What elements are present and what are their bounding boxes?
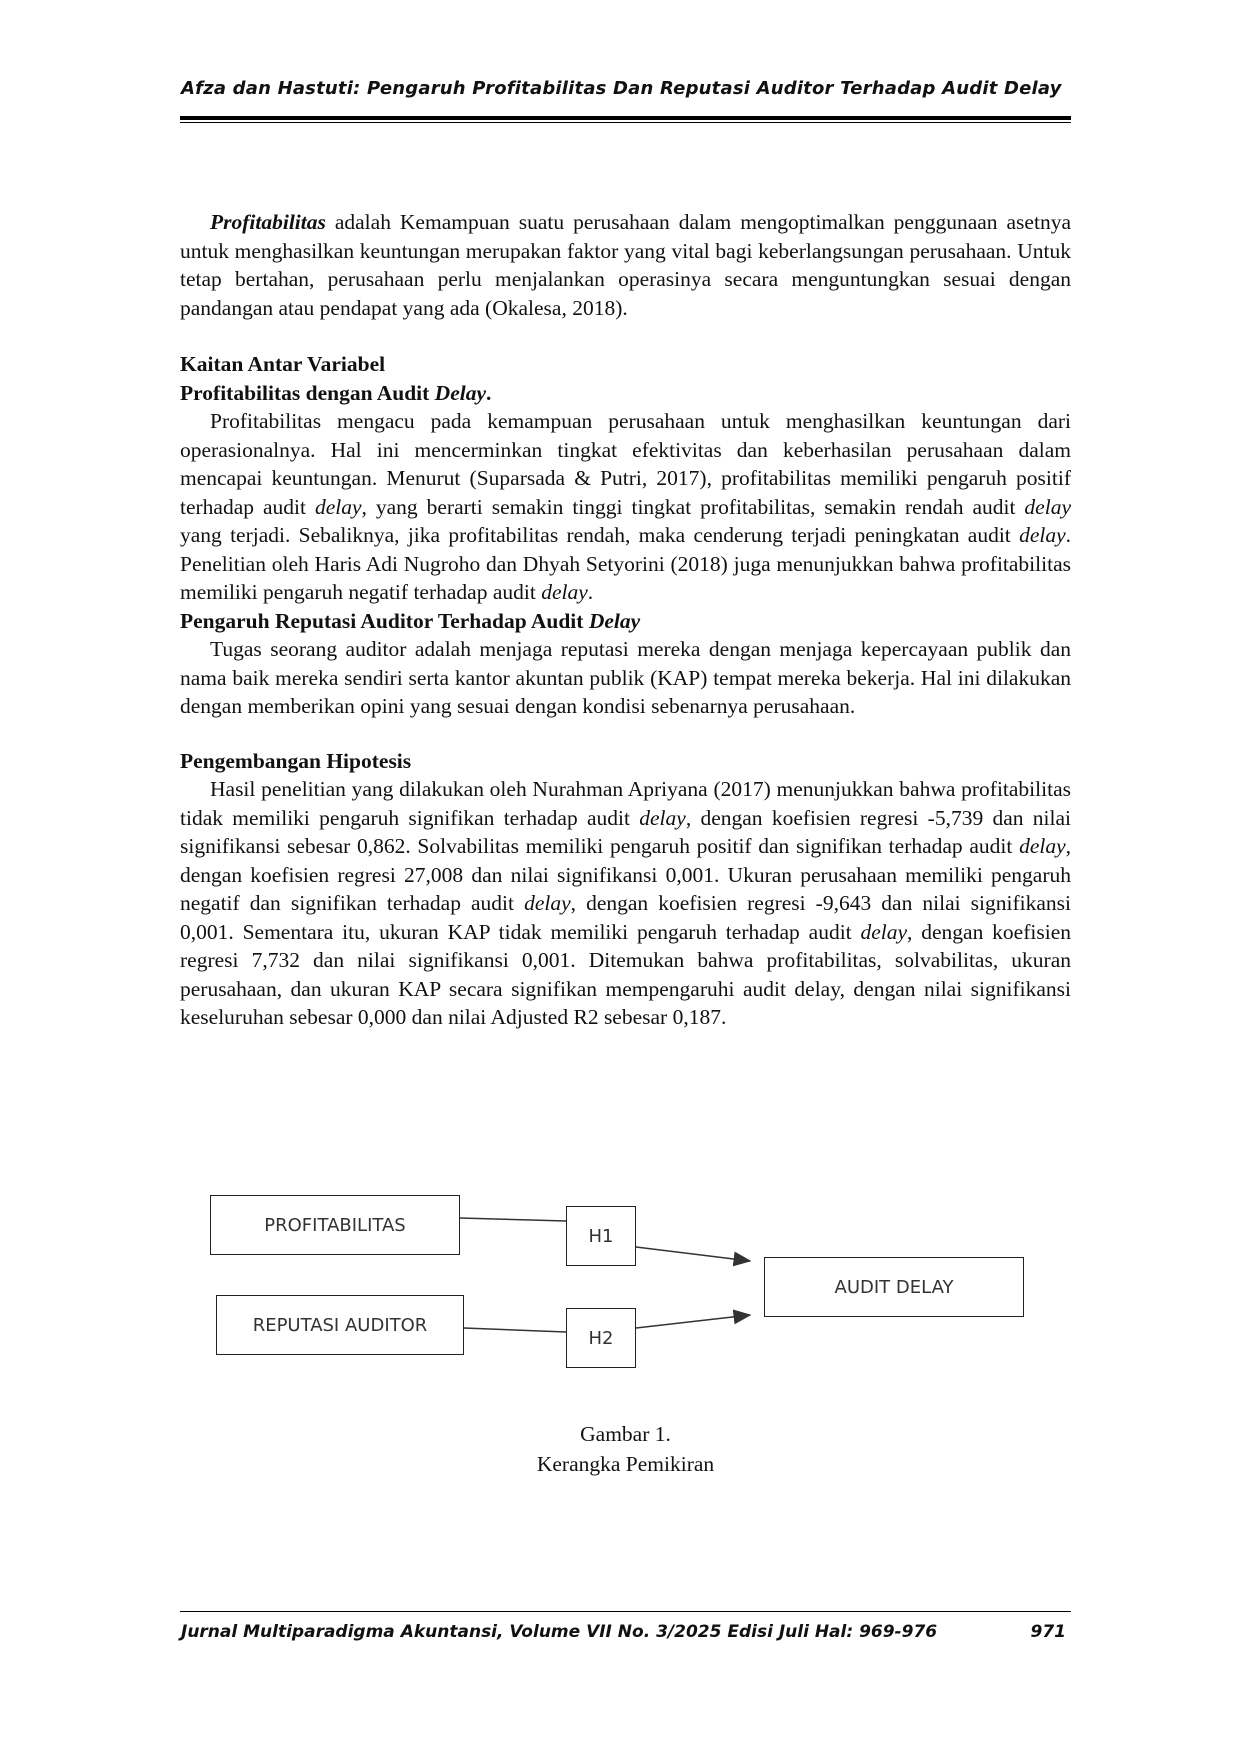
header-rule-thin bbox=[180, 122, 1071, 123]
intro-text: adalah Kemampuan suatu perusahaan dalam mengoptimalkan penggunaan asetnya untuk menghasilkan keuntungan merupakan faktor yang vital bagi keberlangsungan perusahaan. Untuk tetap bertahan, perusahaan perlu menjalankan operasinya secara menguntungkan sesuai dengan pandangan atau pendapat yang ada (Okalesa, 2018). bbox=[180, 210, 1071, 320]
italic-run: delay bbox=[314, 494, 362, 519]
journal-citation: Jurnal Multiparadigma Akuntansi, Volume VII No. 3/2025 Edisi Juli Hal: 969-976 bbox=[181, 1622, 938, 1642]
italic-run: delay bbox=[1019, 523, 1066, 547]
subheading-reputasi bbox=[180, 607, 1071, 636]
paragraph-reputasi: Tugas seorang auditor adalah menjaga reputasi mereka dengan menjaga kepercayaan publik dan nama baik mereka sendiri serta kantor akuntan publik (KAP) tempat mereka bekerja. Hal ini dilakukan dengan memberikan opini yang sesuai dengan kondisi sebenarnya perusahaan. bbox=[180, 637, 1071, 718]
text-run: , dengan koefisien regresi -9,643 dan nilai signifikansi 0,001. Sementara itu, ukuran KAP tidak memiliki pengaruh terhadap audit bbox=[180, 891, 1071, 944]
arrow-h1-audit-delay bbox=[636, 1247, 750, 1261]
running-head bbox=[181, 78, 1061, 99]
box-h2: H2 bbox=[566, 1308, 636, 1368]
paragraph-hipotesis bbox=[180, 775, 1071, 1032]
italic-run: delay bbox=[639, 805, 686, 830]
connector-reputasi-h2 bbox=[464, 1328, 566, 1332]
text-run: , dengan koefisien regresi -5,739 dan nilai signifikansi sebesar 0,862. Solvabilitas memiliki pengaruh positif dan signifikan terhadap audit bbox=[180, 805, 1072, 858]
subheading-profitabilitas-end: . bbox=[486, 380, 492, 405]
running-head-text: Afza dan Hastuti: Pengaruh Profitabilitas Dan Reputasi Auditor Terhadap bbox=[181, 78, 936, 99]
section-heading-kaitan: Kaitan Antar Variabel bbox=[180, 352, 386, 376]
subheading-reputasi-italic: Delay bbox=[588, 608, 641, 633]
caption-label: Gambar 1. bbox=[580, 1422, 671, 1446]
header-rule bbox=[180, 116, 1071, 120]
subheading-profitabilitas-italic: Delay bbox=[434, 380, 487, 405]
connector-profitabilitas-h1 bbox=[460, 1218, 566, 1221]
box-reputasi-auditor: REPUTASI AUDITOR bbox=[216, 1295, 464, 1355]
running-head-italic: Audit Delay bbox=[942, 78, 1062, 99]
subheading-reputasi-text: Pengaruh Reputasi Auditor Terhadap Audit bbox=[180, 608, 584, 633]
italic-run: delay bbox=[1024, 494, 1071, 519]
subheading-profitabilitas bbox=[180, 379, 1071, 408]
box-h1: H1 bbox=[566, 1206, 636, 1266]
footer-rule bbox=[180, 1611, 1071, 1612]
running-footer bbox=[181, 1622, 1066, 1642]
box-audit-delay: AUDIT DELAY bbox=[764, 1257, 1024, 1317]
section-heading-hipotesis: Pengembangan Hipotesis bbox=[180, 748, 412, 773]
italic-run: delay bbox=[1019, 834, 1066, 858]
text-run: yang terjadi. Sebaliknya, jika profitabilitas rendah, maka cenderung terjadi peningkatan audit bbox=[180, 523, 1020, 547]
caption-title: Kerangka Pemikiran bbox=[536, 1452, 715, 1476]
framework-diagram bbox=[180, 1195, 1071, 1385]
text-run: Hasil penelitian yang dilakukan oleh Nurahman Apriyana (2017) menunjukkan bahwa profitabilitas tidak memiliki pengaruh signifikan terhadap audit bbox=[180, 777, 1071, 830]
italic-run: delay bbox=[541, 580, 588, 604]
italic-run: delay bbox=[860, 919, 908, 944]
text-run: , dengan koefisien regresi 27,008 dan nilai signifikansi 0,001. Ukuran perusahaan memiliki pengaruh negatif dan signifikan terhadap audit bbox=[180, 834, 1071, 915]
text-run: Profitabilitas mengacu pada kemampuan perusahaan untuk menghasilkan keuntungan dari operasionalnya. Hal ini mencerminkan tingkat efektivitas dan keberhasilan perusahaan dalam mencapai keuntungan. Menurut (Suparsada & Putri, 2017), profitabilitas memiliki pengaruh positif terhadap audit bbox=[180, 409, 1071, 519]
article-body bbox=[180, 208, 1071, 1032]
intro-term: Profitabilitas bbox=[210, 210, 326, 234]
text-run: , yang berarti semakin tinggi tingkat profitabilitas, semakin rendah audit bbox=[361, 494, 1025, 519]
text-run: , dengan koefisien regresi 7,732 dan nilai signifikansi 0,001. Ditemukan bahwa profitabilitas, solvabilitas, ukuran perusahaan, dan ukuran KAP secara signifikan mempengaruhi audit delay, dengan nilai signifikansi keseluruhan sebesar 0,000 dan nilai Adjusted R2 sebesar 0,187. bbox=[180, 919, 1071, 1029]
figure-caption bbox=[180, 1419, 1071, 1479]
box-profitabilitas: PROFITABILITAS bbox=[210, 1195, 460, 1255]
text-run: . Penelitian oleh Haris Adi Nugroho dan Dhyah Setyorini (2018) juga menunjukkan bahwa profitabilitas memiliki pengaruh negatif terhadap audit bbox=[180, 523, 1071, 604]
subheading-profitabilitas-text: Profitabilitas dengan Audit bbox=[180, 380, 430, 405]
arrow-h2-audit-delay bbox=[636, 1315, 750, 1328]
italic-run: delay bbox=[524, 891, 571, 915]
intro-paragraph bbox=[180, 208, 1071, 322]
paragraph-profitabilitas bbox=[180, 407, 1071, 607]
text-run: . bbox=[587, 580, 594, 604]
page-number: 971 bbox=[1030, 1622, 1066, 1642]
